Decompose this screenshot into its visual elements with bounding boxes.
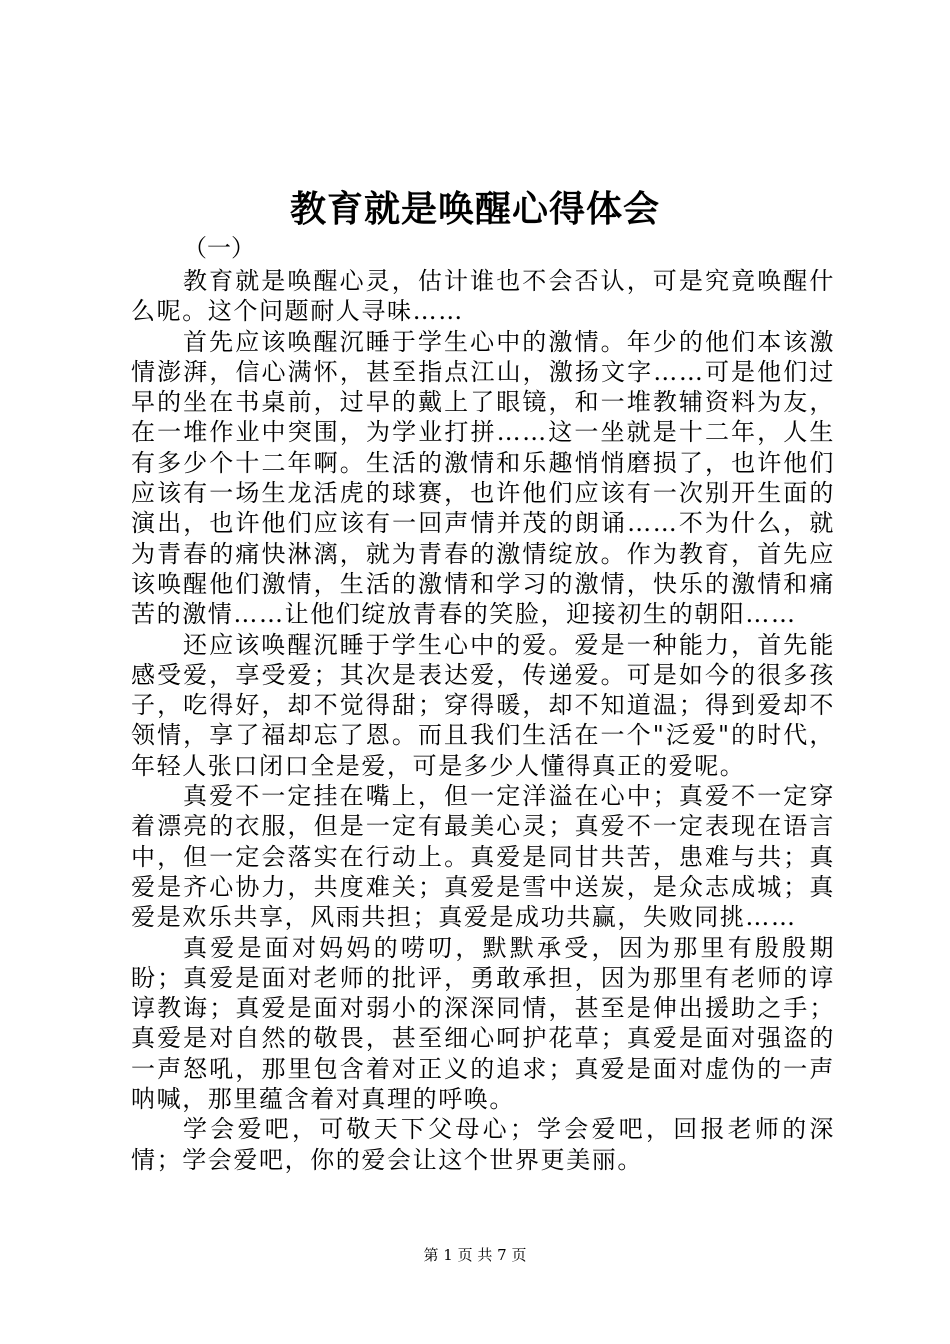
paragraph: 还应该唤醒沉睡于学生心中的爱。爱是一种能力，首先能感受爱，享受爱；其次是表达爱，传递爱。可是如今的很多孩子，吃得好，却不觉得甜；穿得暖，却不知道温；得到爱却不领情，享了福却忘了恩。而且我们生活在一个"泛爱"的时代，年轻人张口闭口全是爱，可是多少人懂得真正的爱呢。 — [131, 630, 835, 780]
paragraph: 学会爱吧，可敬天下父母心；学会爱吧，回报老师的深情；学会爱吧，你的爱会让这个世界更美丽。 — [131, 1115, 835, 1174]
paragraph: 教育就是唤醒心灵，估计谁也不会否认，可是究竟唤醒什么呢。这个问题耐人寻味…… — [131, 267, 835, 326]
paragraph: 首先应该唤醒沉睡于学生心中的激情。年少的他们本该激情澎湃，信心满怀，甚至指点江山，激扬文字……可是他们过早的坐在书桌前，过早的戴上了眼镜，和一堆教辅资料为友，在一堆作业中突围，为学业打拼……这一坐就是十二年，人生有多少个十二年啊。生活的激情和乐趣悄悄磨损了，也许他们应该有一场生龙活虎的球赛，也许他们应该有一次别开生面的演出，也许他们应该有一回声情并茂的朗诵……不为什么，就为青春的痛快淋漓，就为青春的激情绽放。作为教育，首先应该唤醒他们激情，生活的激情和学习的激情，快乐的激情和痛苦的激情……让他们绽放青春的笑脸，迎接初生的朝阳…… — [131, 327, 835, 629]
section-label: （一） — [183, 234, 255, 262]
paragraph: 真爱是面对妈妈的唠叨，默默承受，因为那里有殷殷期盼；真爱是面对老师的批评，勇敢承担，因为那里有老师的谆谆教诲；真爱是面对弱小的深深同情，甚至是伸出援助之手；真爱是对自然的敬畏，甚至细心呵护花草；真爱是面对强盗的一声怒吼，那里包含着对正义的追求；真爱是面对虚伪的一声呐喊，那里蕴含着对真理的呼唤。 — [131, 933, 835, 1114]
paragraph: 真爱不一定挂在嘴上，但一定洋溢在心中；真爱不一定穿着漂亮的衣服，但是一定有最美心灵；真爱不一定表现在语言中，但一定会落实在行动上。真爱是同甘共苦，患难与共；真爱是齐心协力，共度难关；真爱是雪中送炭，是众志成城；真爱是欢乐共享，风雨共担；真爱是成功共赢，失败同挑…… — [131, 782, 835, 932]
document-body — [131, 266, 835, 1175]
document-title: 教育就是唤醒心得体会 — [289, 188, 660, 230]
page-indicator: 第 1 页 共 7 页 — [423, 1246, 527, 1264]
page-footer — [0, 1245, 950, 1265]
